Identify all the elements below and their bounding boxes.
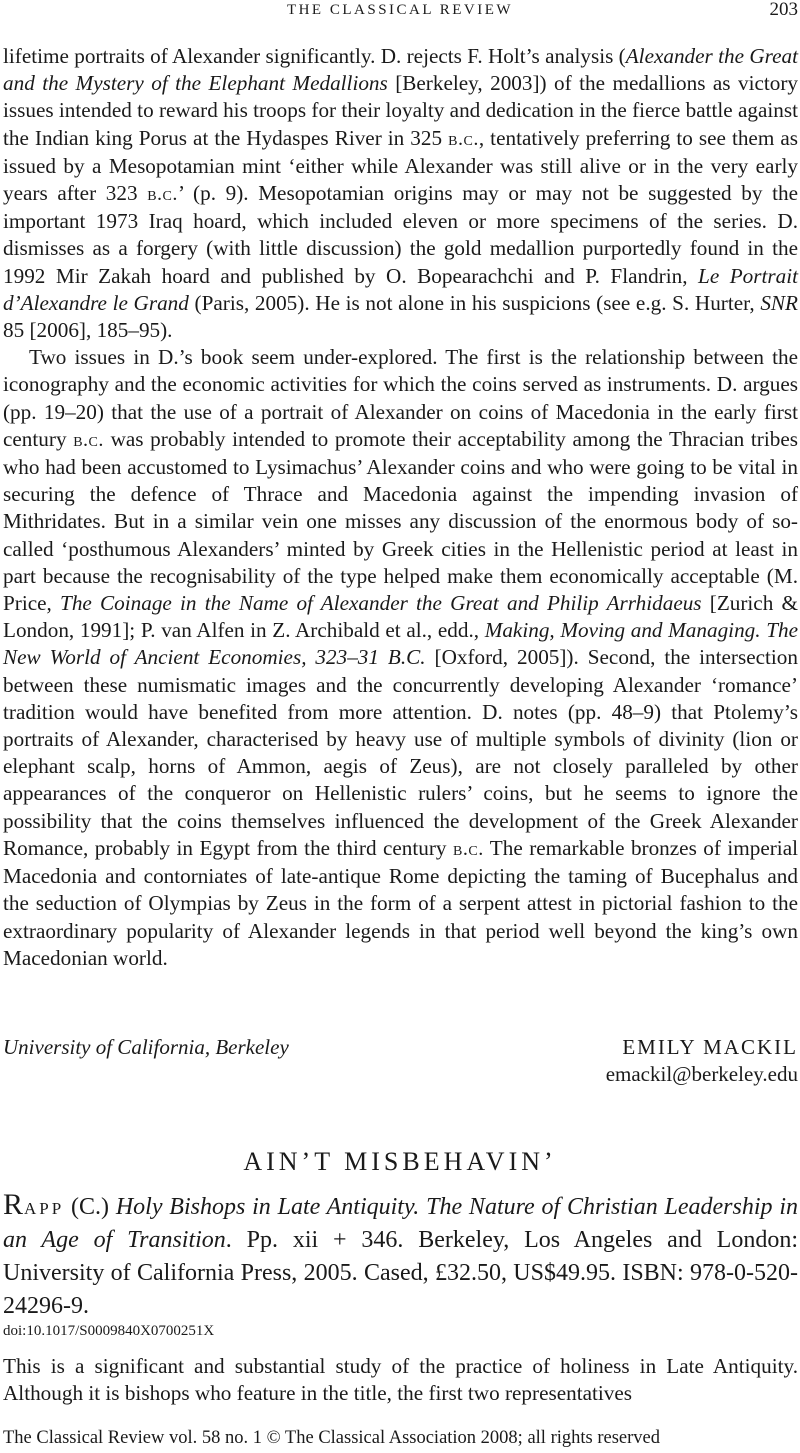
footer-copyright: The Classical Review vol. 58 no. 1 © The Classical Association 2008; all rights reserved [3,1428,660,1448]
author-initials: (C.) [64,1194,116,1220]
era-abbrev: b.c. [147,183,178,206]
text-run: The remarkable bronzes of imperial Macedonia and contorniates of late-antique Rome depicting the taming of Bucephalus and the seduction of Olympias by Zeus in the form of a serpent attest in pictorial fashion to the extraordinary popularity of Alexander legends in that period well beyond the king’s own Macedonian world. [3,835,798,970]
text-run: lifetime portraits of Alexander significantly. D. rejects F. Holt’s analysis ( [3,44,626,68]
journal-title: THE CLASSICAL REVIEW [286,2,514,18]
author-initial: R [3,1188,25,1221]
doi[interactable]: doi:10.1017/S0009840X0700251X [3,1323,215,1339]
reviewer-name: EMILY MACKIL [622,1035,798,1059]
book-title: The Coinage in the Name of Alexander the Great and Philip Arrhidaeus [60,591,702,616]
text-run: ’ (p. 9). Mesopotamian origins may or may not be suggested by the important 1973 Iraq hoard, which included eleven or more specimens of the series. D. dismisses as a forgery (with little discussion) the gold medallion purportedly found in the 1992 Mir Zakah hoard and published by O. Bopearachchi and P. Flandrin, [3,181,798,288]
publication-details: . Pp. xii + 346. Berkeley, Los Angeles and London: University of California Press, 2005. Cased, £32.50, US$49.95. ISBN: 978-0-520-24296-9. [3,1227,798,1319]
era-abbrev: b.c. [452,837,484,860]
author-surname-rest: app [24,1194,65,1220]
review-opening [3,1353,798,1407]
era-abbrev: b.c. [73,428,104,451]
paragraph-2 [3,344,798,972]
text-run: [Zurich & London, 1991]; P. van Alfen in Z. Archibald et al., edd., [3,591,798,643]
text-run: , tentatively preferring to see them as issued by a Mesopotamian mint ‘either while Alexander was still alive or in the very early years after 323 [3,125,798,206]
era-abbrev: b.c. [448,127,479,150]
running-head [0,0,800,22]
book-title: Making, Moving and Managing. The New World of Ancient Economies, 323–31 B.C. [3,618,798,670]
paragraph-1 [3,43,798,344]
page-number: 203 [769,0,798,20]
reviewer-email[interactable]: emackil@berkeley.edu [605,1062,798,1086]
text-run: (Paris, 2005). He is not alone in his suspicions (see e.g. S. Hurter, [188,290,761,315]
text-run: 85 [2006], 185–95). [3,318,173,343]
text-run: was probably intended to promote their acceptability among the Thracian tribes who had been accustomed to Lysimachus’ Alexander coins and who were going to be vital in securing the defence of Thrace and Macedonia against the impending invasion of Mithridates. But in a similar vein one misses any discussion of the enormous body of so-called ‘posthumous Alexanders’ minted by Greek cities in the Hellenistic period at least in part because the recognisability of the type helped make them economically acceptable (M. Price, [3,426,798,616]
book-title: Alexander the Great and the Mystery of the Elephant Medallions [3,44,798,96]
section-title: AIN’T MISBEHAVIN’ [243,1147,557,1176]
book-title: Holy Bishops in Late Antiquity. The Nature of Christian Leadership in an Age of Transition [3,1194,798,1253]
text-run: [Berkeley, 2003]) of the medallions as victory issues intended to reward his troops for their loyalty and dedication in the fierce battle against the Indian king Porus at the Hydaspes River in 325 [3,71,798,150]
paragraph-opening: This is a significant and substantial study of the practice of holiness in Late Antiquity. Although it is bishops who feature in the title, the first two representatives [3,1354,798,1406]
journal-abbrev: SNR [760,290,798,315]
book-title: Le Portrait d’Alexandre le Grand [3,263,799,315]
affiliation: University of California, Berkeley [3,1035,289,1059]
text-run: Two issues in D.’s book seem under-explored. The first is the relationship between the iconography and the economic activities for which the coins served as instruments. D. argues (pp. 19–20) that the use of a portrait of Alexander on coins of Macedonia in the early first century [3,345,798,451]
text-run: [Oxford, 2005]). Second, the intersection between these numismatic images and the concurrently developing Alexander ‘romance’ tradition would have benefited from more attention. D. notes (pp. 48–9) that Ptolemy’s portraits of Alexander, characterised by heavy use of multiple symbols of divinity (lion or elephant scalp, horns of Ammon, aegis of Zeus), are not closely paralleled by other appearances of the conqueror on Hellenistic rulers’ coins, but he seems to ignore the possibility that the coins themselves influenced the development of the Greek Alexander Romance, probably in Egypt from the third century [3,645,798,860]
book-reference [3,1188,798,1323]
review-body [3,43,798,972]
author-name [3,1188,65,1221]
